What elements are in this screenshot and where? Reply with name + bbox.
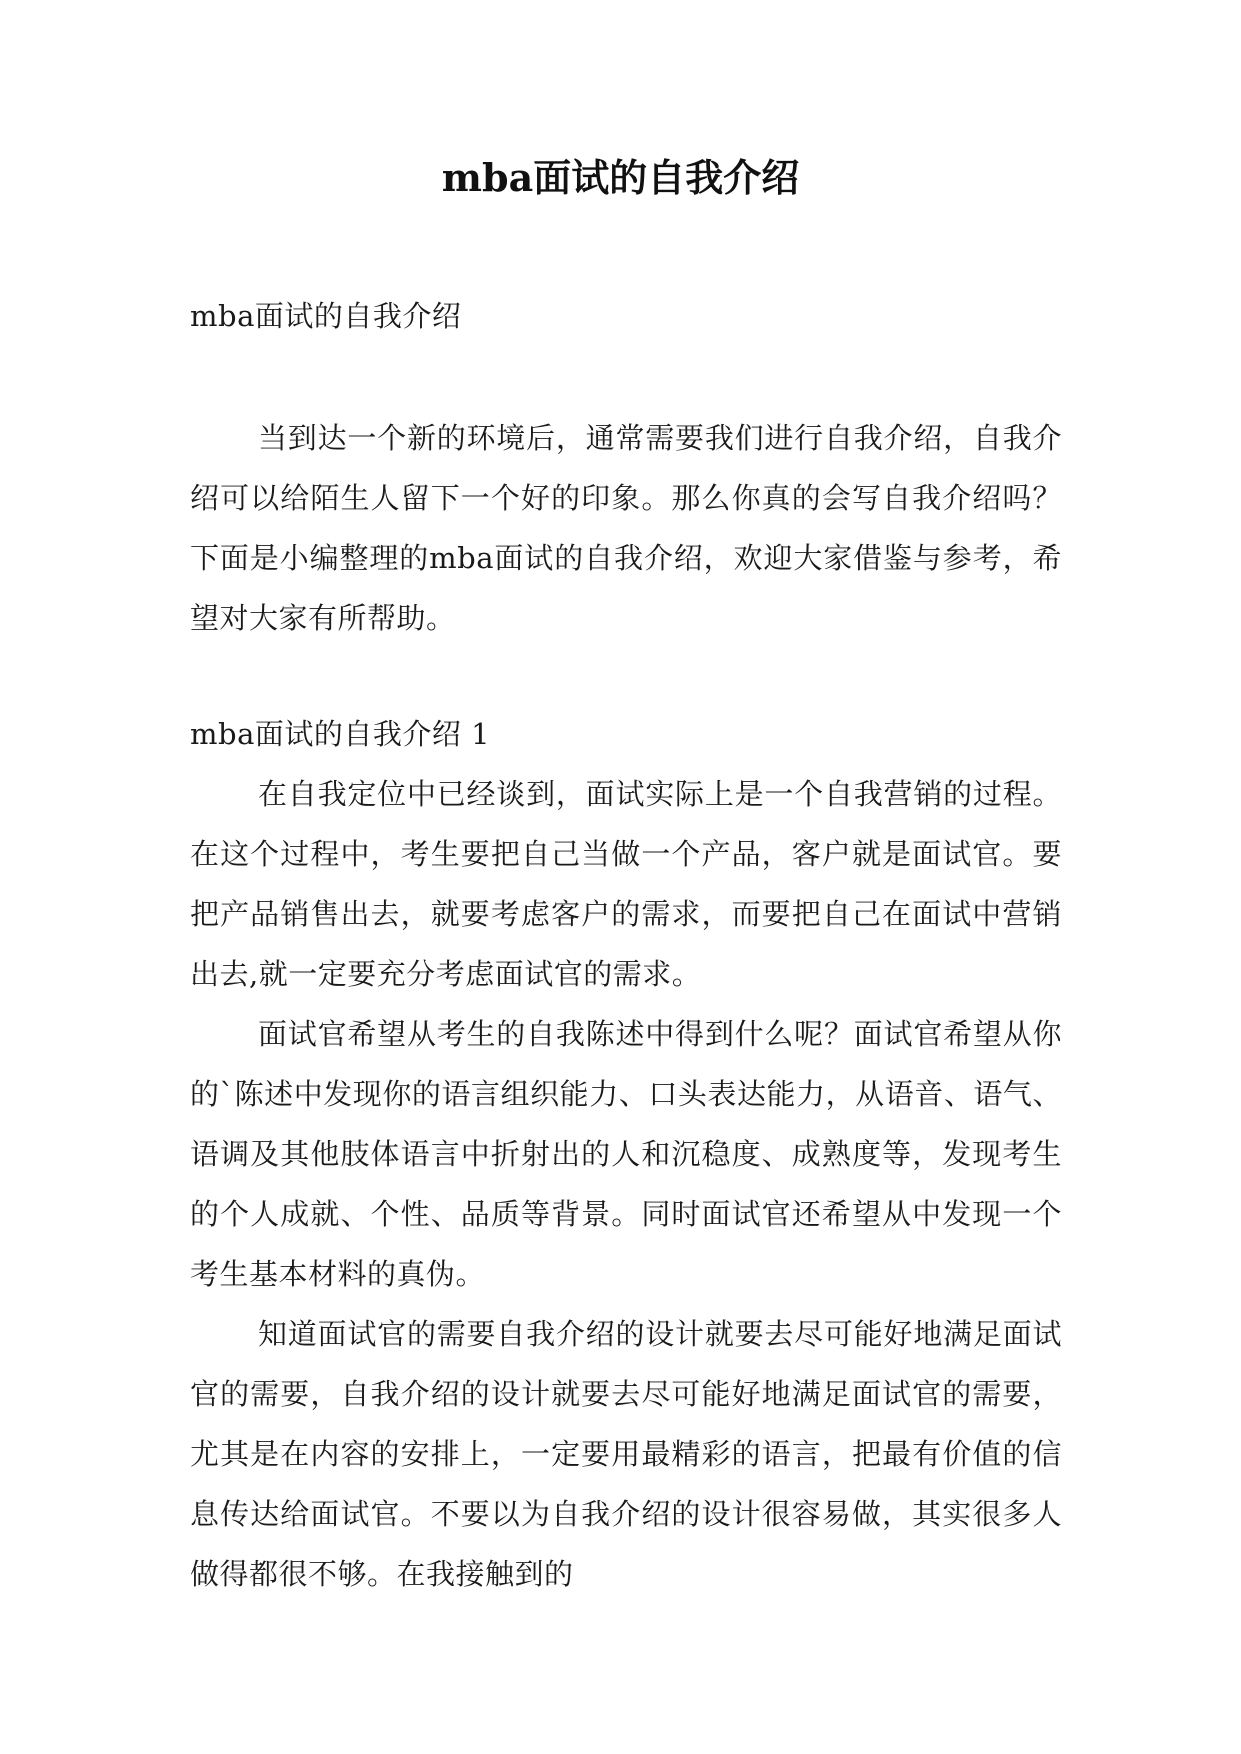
spacer — [190, 346, 1062, 408]
section-heading: mba面试的自我介绍 1 — [190, 717, 491, 751]
intro-paragraph: 当到达一个新的环境后，通常需要我们进行自我介绍，自我介绍可以给陌生人留下一个好的印象。那么你真的会写自我介绍吗？下面是小编整理的mba面试的自我介绍，欢迎大家借鉴与参考，希望对大家有所帮助。 — [190, 421, 1062, 635]
body-paragraph: 知道面试官的需要自我介绍的设计就要去尽可能好地满足面试官的需要，自我介绍的设计就要去尽可能好地满足面试官的需要，尤其是在内容的安排上，一定要用最精彩的语言，把最有价值的信息传达给面试官。不要以为自我介绍的设计很容易做，其实很多人做得都很不够。在我接触到的 — [190, 1317, 1062, 1591]
spacer — [190, 648, 1062, 704]
body-paragraph: 面试官希望从考生的自我陈述中得到什么呢？面试官希望从你的`陈述中发现你的语言组织能力、口头表达能力，从语音、语气、语调及其他肢体语言中折射出的人和沉稳度、成熟度等，发现考生的个人成就、个性、品质等背景。同时面试官还希望从中发现一个考生基本材料的真伪。 — [190, 1017, 1062, 1291]
document-title: mba面试的自我介绍 — [441, 155, 800, 200]
document-subtitle: mba面试的自我介绍 — [190, 299, 462, 333]
body-paragraph: 在自我定位中已经谈到，面试实际上是一个自我营销的过程。在这个过程中，考生要把自己当做一个产品，客户就是面试官。要把产品销售出去，就要考虑客户的需求，而要把自己在面试中营销出去,就一定要充分考虑面试官的需求。 — [190, 777, 1062, 991]
document-body — [190, 286, 1062, 1604]
